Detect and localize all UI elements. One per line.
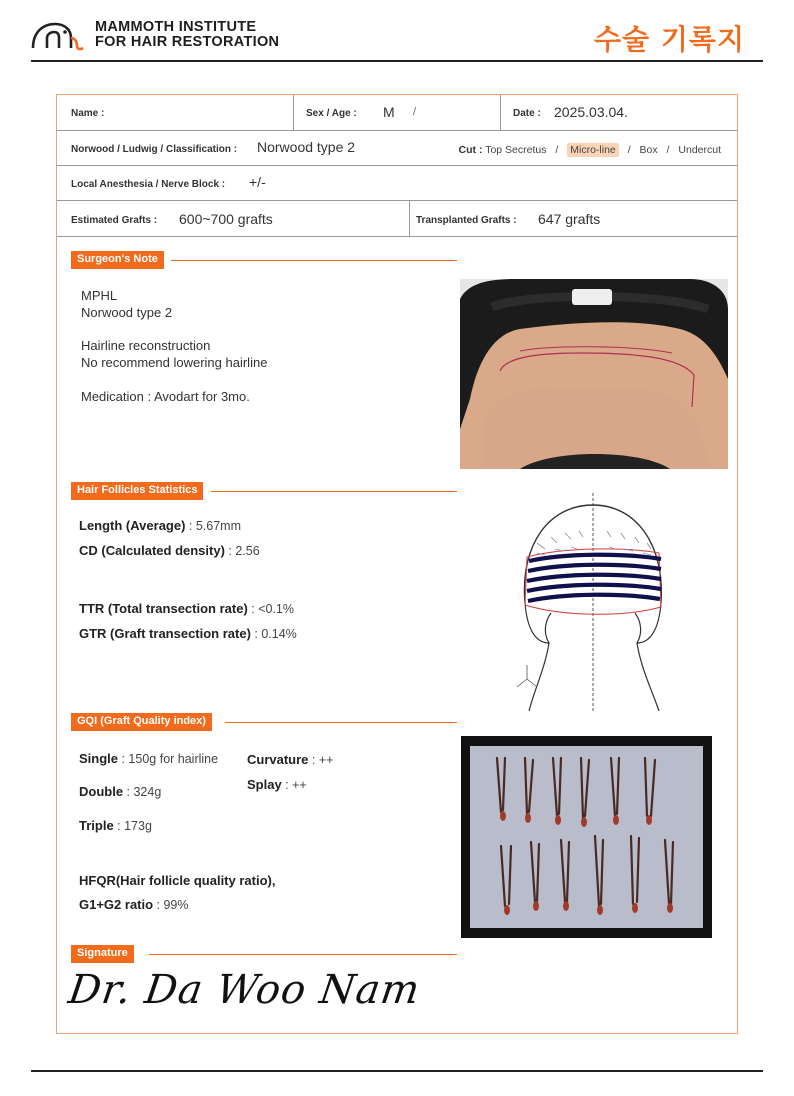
hairline-photo xyxy=(460,279,728,469)
cut-option-micro-line[interactable]: Micro-line xyxy=(567,143,619,157)
document-title: 수술 기록지 xyxy=(594,23,745,56)
sex-value[interactable]: M xyxy=(383,104,395,120)
cut-option-undercut[interactable]: Undercut xyxy=(678,144,721,156)
divider xyxy=(409,201,410,236)
section-rule xyxy=(149,954,457,955)
page-header xyxy=(31,16,763,62)
gqi-triple: Triple : 173g xyxy=(79,818,152,833)
stat-length: Length (Average) : 5.67mm xyxy=(79,518,241,533)
cut-option-top-secretus[interactable]: Top Secretus xyxy=(485,144,547,156)
stat-gtr: GTR (Graft transection rate) : 0.14% xyxy=(79,626,297,641)
gqi-single: Single : 150g for hairline xyxy=(79,751,219,766)
stat-ttr: TTR (Total transection rate) : <0.1% xyxy=(79,601,294,616)
record-form xyxy=(56,94,738,1034)
note-line: MPHL xyxy=(81,288,118,303)
gqi-splay: Splay : ++ xyxy=(247,777,307,792)
divider xyxy=(500,95,501,130)
section-title: Hair Follicles Statistics xyxy=(71,482,203,500)
signature-text: Dr. Da Woo Nam xyxy=(65,967,424,1013)
gqi-curvature: Curvature : ++ xyxy=(247,752,334,767)
donor-area-diagram xyxy=(515,493,665,713)
gqi-hfqr: HFQR(Hair follicle quality ratio), xyxy=(79,873,276,888)
section-follicle-stats xyxy=(71,482,457,500)
transplanted-grafts-value[interactable]: 647 grafts xyxy=(538,211,601,227)
org-name: MAMMOTH INSTITUTE FOR HAIR RESTORATION xyxy=(95,19,280,50)
section-rule xyxy=(211,491,457,492)
date-label: Date : xyxy=(513,108,541,119)
row-anesthesia xyxy=(57,166,737,201)
elephant-logo-icon xyxy=(31,18,91,52)
divider xyxy=(293,95,294,130)
section-title: GQI (Graft Quality index) xyxy=(71,713,212,731)
section-gqi xyxy=(71,713,457,731)
row-classification xyxy=(57,131,737,166)
estimated-grafts-value[interactable]: 600~700 grafts xyxy=(179,211,273,227)
note-line: Norwood type 2 xyxy=(81,305,173,320)
note-line: Medication : Avodart for 3mo. xyxy=(81,389,250,404)
cut-option-box[interactable]: Box xyxy=(639,144,658,156)
cut-options: Cut : Top Secretus / Micro-line / Box / Undercut xyxy=(458,144,721,156)
section-rule xyxy=(171,260,457,261)
estimated-grafts-label: Estimated Grafts : xyxy=(71,215,158,226)
grafts-photo xyxy=(461,736,712,938)
classification-label: Norwood / Ludwig / Classification : xyxy=(71,144,238,155)
date-value[interactable]: 2025.03.04. xyxy=(554,104,628,120)
footer-rule xyxy=(31,1070,763,1072)
section-title: Signature xyxy=(71,945,134,963)
note-line: Hairline reconstruction xyxy=(81,338,211,353)
section-title: Surgeon's Note xyxy=(71,251,164,269)
stat-cd: CD (Calculated density) : 2.56 xyxy=(79,543,260,558)
transplanted-grafts-label: Transplanted Grafts : xyxy=(416,215,517,226)
section-rule xyxy=(225,722,457,723)
note-line: No recommend lowering hairline xyxy=(81,355,268,370)
gqi-double: Double : 324g xyxy=(79,784,162,799)
section-signature xyxy=(71,945,457,963)
section-surgeons-note xyxy=(71,251,457,269)
gqi-g1g2: G1+G2 ratio : 99% xyxy=(79,897,189,912)
cut-label: Cut : xyxy=(458,144,483,156)
row-name xyxy=(57,95,737,131)
sex-age-label: Sex / Age : xyxy=(306,108,357,119)
anesthesia-label: Local Anesthesia / Nerve Block : xyxy=(71,179,226,190)
name-label: Name : xyxy=(71,108,105,119)
sex-age-separator: / xyxy=(413,106,417,118)
row-grafts xyxy=(57,201,737,237)
anesthesia-value[interactable]: +/- xyxy=(249,174,266,190)
classification-value[interactable]: Norwood type 2 xyxy=(257,139,356,155)
